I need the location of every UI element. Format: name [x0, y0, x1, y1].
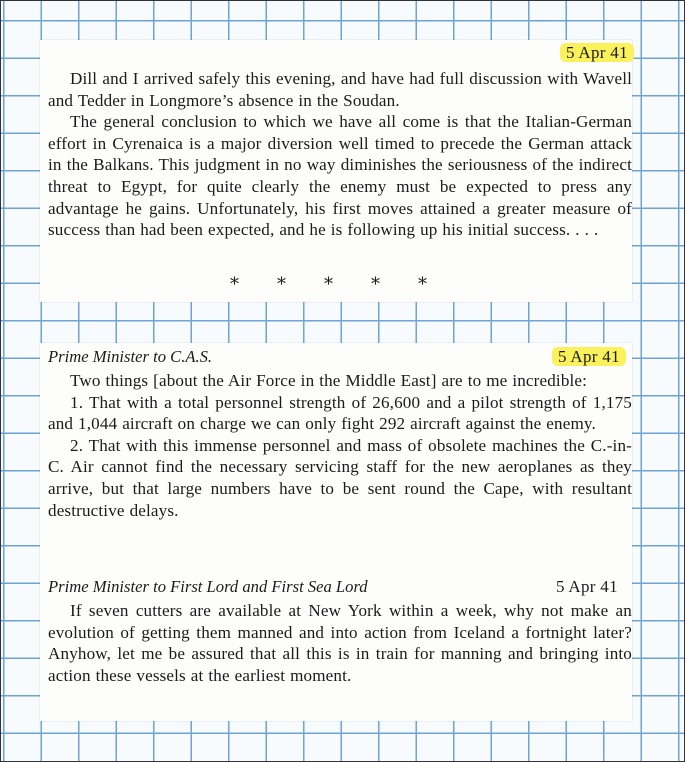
paragraph: Two things [about the Air Force in the Middle East] are to me incredible: [70, 371, 588, 390]
date-highlight: 5 Apr 41 [552, 347, 626, 366]
entry-1-date [560, 43, 634, 63]
paragraph: 2. That with this immense personnel and mass of obsolete machines the C.-in-C. Air cannot find the necessary servicing staff for the new aeroplanes as they arrive, but that large numbers have to be sent round the Cape, with resultant destructive delays. [48, 435, 632, 520]
entry-3-date: 5 Apr 41 [556, 577, 618, 596]
paragraph: If seven cutters are available at New York within a week, why not make an evolution of getting them manned and into action from Iceland a fortnight later? Anyhow, let me be assured that all this is in train for manning and bringing into action these vessels at the earliest moment. [48, 601, 632, 685]
date-highlight: 5 Apr 41 [560, 43, 634, 62]
paragraph: The general conclusion to which we have all come is that the Italian-German effort in Cyrenaica is a major diversion well timed to precede the German attack in the Balkans. This judgment in no way diminishes the seriousness of the indirect threat to Egypt, for quite clearly the enemy must be expected to press any advantage he gains. Unfortunately, his first moves attained a greater measure of success than had been expected, and he is following up his initial success. . . . [48, 112, 632, 240]
entry-2-date [552, 347, 626, 367]
entry-2-body [48, 370, 632, 521]
clipping-entry-2 [40, 343, 632, 721]
clipping-entry-1 [40, 40, 632, 302]
paragraph: 1. That with a total personnel strength of 26,600 and a pilot strength of 1,175 and 1,044 aircraft on charge we can only fight 292 aircraft against the enemy. [48, 392, 632, 434]
separator-stars: ***** [230, 274, 465, 295]
paragraph: Dill and I arrived safely this evening, and have had full discussion with Wavell and Tedder in Longmore’s absence in the Soudan. [48, 69, 632, 110]
entry-2-heading: Prime Minister to C.A.S. [48, 347, 213, 366]
entry-3-body [48, 600, 632, 686]
entry-1-body [48, 68, 632, 241]
entry-3-heading: Prime Minister to First Lord and First Sea Lord [48, 577, 368, 596]
